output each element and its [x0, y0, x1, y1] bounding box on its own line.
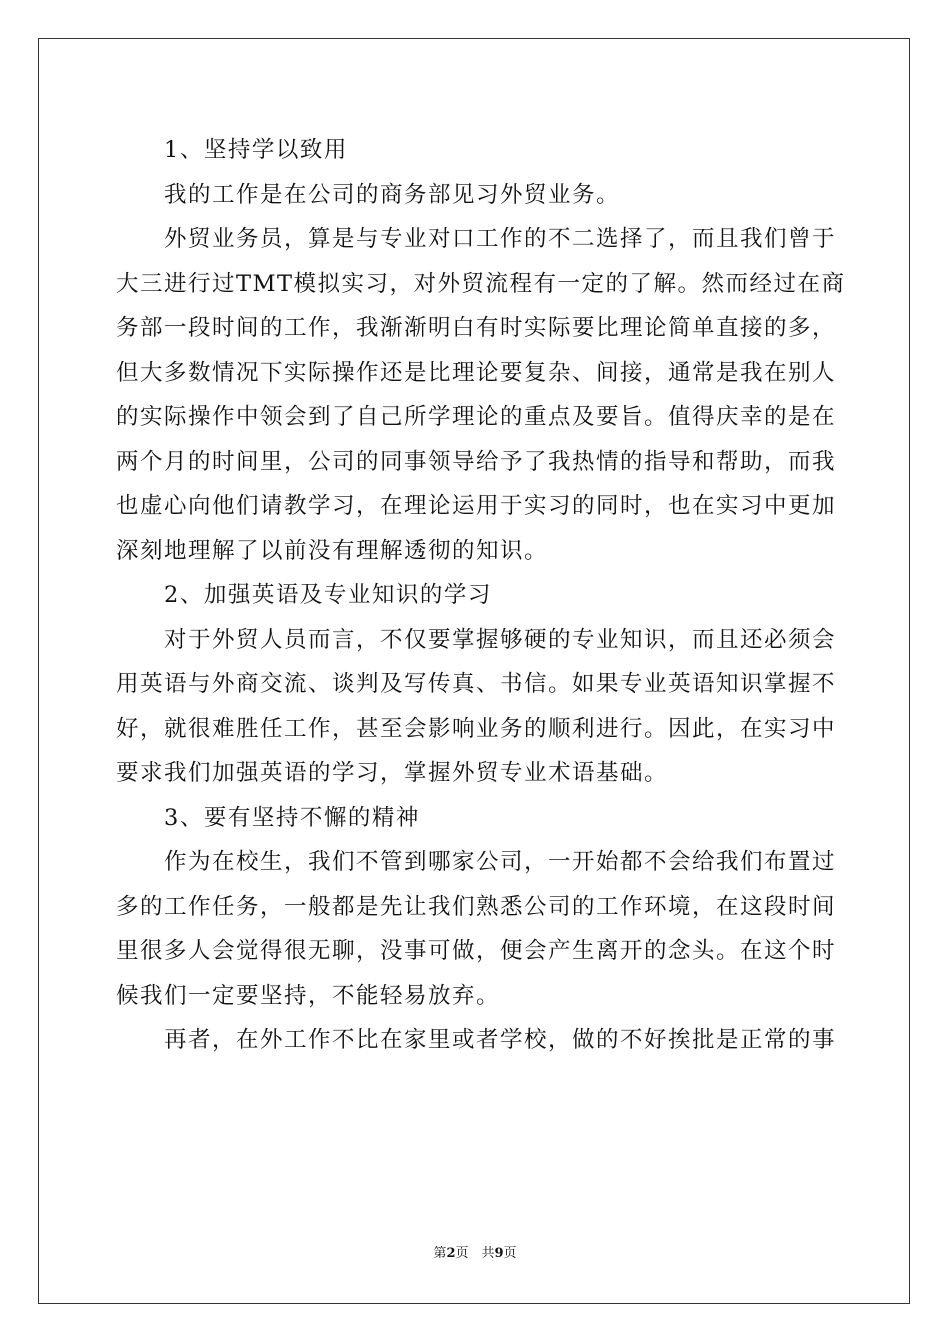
total-pages-number: 9 — [494, 1246, 504, 1261]
paragraph — [116, 217, 846, 573]
text-line: 也虚心向他们请教学习，在理论运用于实习的同时，也在实习中更加 — [116, 493, 837, 519]
text-line: 多的工作任务，一般都是先让我们熟悉公司的工作环境，在这段时间 — [116, 893, 837, 920]
text-line: 2、加强英语及专业知识的学习 — [164, 582, 492, 608]
text-line: 大三进行过TMT模拟实习，对外贸流程有一定的了解。然而经过在商 — [116, 270, 846, 297]
text-line: 用英语与外商交流、谈判及写传真、书信。如果专业英语知识掌握不 — [116, 671, 837, 697]
text-line: 外贸业务员，算是与专业对口工作的不二选择了，而且我们曾于 — [164, 226, 837, 252]
paragraph — [116, 573, 836, 618]
text-line: 作为在校生，我们不管到哪家公司，一开始都不会给我们布置过 — [164, 849, 837, 875]
footer-suffix: 页 — [503, 1246, 517, 1261]
text-line: 的实际操作中领会到了自己所学理论的重点及要旨。值得庆幸的是在 — [116, 404, 837, 430]
text-line: 要求我们加强英语的学习，掌握外贸专业术语基础。 — [116, 760, 669, 786]
text-line: 里很多人会觉得很无聊，没事可做，便会产生离开的念头。在这个时 — [116, 938, 837, 964]
paragraph — [116, 618, 836, 796]
text-line: 3、要有坚持不懈的精神 — [164, 804, 420, 831]
paragraph — [116, 840, 836, 1018]
paragraph — [116, 128, 836, 173]
text-line: 候我们一定要坚持，不能轻易放弃。 — [116, 982, 501, 1009]
text-line: 深刻地理解了以前没有理解透彻的知识。 — [116, 537, 549, 564]
paragraph — [116, 1018, 836, 1063]
document-body — [116, 128, 846, 1063]
text-line: 1、坚持学以致用 — [164, 137, 348, 163]
text-line: 再者，在外工作不比在家里或者学校，做的不好挨批是正常的事 — [164, 1027, 837, 1053]
text-line: 务部一段时间的工作，我渐渐明白有时实际要比理论简单直接的多， — [116, 315, 837, 341]
text-line: 两个月的时间里，公司的同事领导给予了我热情的指导和帮助，而我 — [116, 448, 837, 475]
text-line: 对于外贸人员而言，不仅要掌握够硬的专业知识，而且还必须会 — [164, 626, 837, 653]
text-line: 我的工作是在公司的商务部见习外贸业务。 — [164, 181, 621, 208]
text-line: 好，就很难胜任工作，甚至会影响业务的顺利进行。因此，在实习中 — [116, 715, 837, 742]
paragraph — [116, 173, 836, 218]
paragraph — [116, 796, 836, 841]
current-page-number: 2 — [446, 1246, 456, 1261]
footer-mid: 页 共 — [455, 1246, 495, 1261]
footer-prefix: 第 — [433, 1246, 447, 1261]
page-footer — [0, 1242, 950, 1261]
text-line: 但大多数情况下实际操作还是比理论要复杂、间接，通常是我在别人 — [116, 359, 837, 386]
